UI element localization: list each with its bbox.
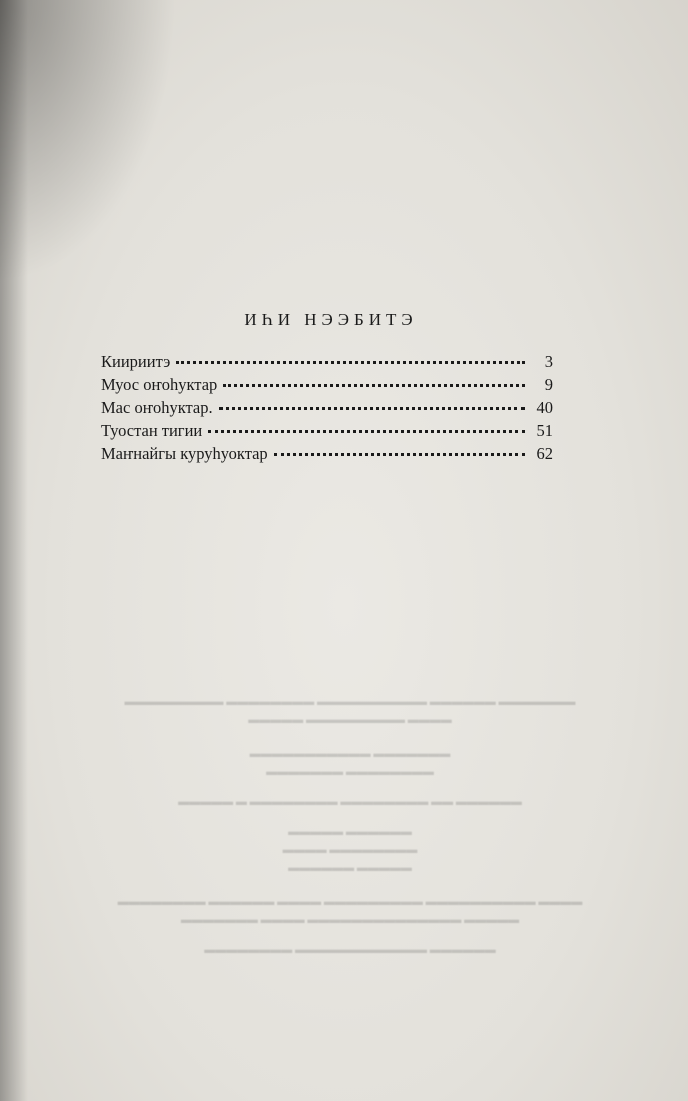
table-of-contents: [101, 310, 553, 467]
toc-entry: [101, 375, 553, 398]
toc-title: ИҺИ НЭЭБИТЭ: [244, 310, 418, 329]
toc-entry-page: 9: [544, 375, 553, 394]
toc-entry: [101, 444, 553, 467]
toc-dot-leader: [208, 430, 525, 433]
show-through-text: ▬▬▬▬▬▬▬ ▬▬▬▬▬▬ ▬▬▬▬▬▬▬▬▬▬ ▬▬▬▬▬▬▬▬ ▬▬▬▬▬▬▬▬▬ ▬▬▬▬ ▬▬▬▬▬▬▬▬▬ ▬▬▬▬▬ ▬▬▬▬▬▬▬ ▬▬▬▬▬▬▬▬▬▬▬ ▬▬▬▬▬▬▬▬ ▬▬▬▬▬▬▬ ▬▬▬▬▬▬ ▬▬ ▬▬▬▬▬▬▬▬ ▬▬▬▬▬▬▬▬ ▬ ▬▬▬▬▬ ▬▬▬▬▬▬ ▬▬▬▬▬ ▬▬▬▬▬▬▬▬ ▬▬▬▬ ▬▬▬▬▬ ▬▬▬▬▬▬ ▬▬▬▬ ▬▬▬▬▬▬▬▬▬▬ ▬▬▬▬▬▬▬▬▬ ▬▬▬▬ ▬▬▬▬▬▬ ▬▬▬▬▬▬▬▬ ▬▬▬▬▬ ▬▬▬▬▬▬▬▬▬▬▬▬▬▬ ▬▬▬▬ ▬▬▬▬▬▬▬ ▬▬▬▬▬▬ ▬▬▬▬▬▬▬▬▬▬▬▬ ▬▬▬▬▬▬▬▬: [117, 696, 583, 956]
toc-entry-label: Туостан тигии: [101, 421, 203, 440]
toc-dot-leader: [219, 407, 525, 410]
toc-entry: [101, 398, 553, 421]
toc-entry: [101, 421, 553, 444]
toc-entry-label: Маҥнайгы куруһуоктар: [101, 444, 268, 463]
toc-entry: [101, 352, 553, 375]
toc-entry-page: 62: [536, 444, 553, 463]
toc-entry-page: 51: [536, 421, 553, 440]
toc-entry-page: 3: [544, 352, 553, 371]
page-edge-shadow: [0, 0, 28, 1101]
toc-entry-page: 40: [536, 398, 553, 417]
toc-entry-label: Киириитэ: [101, 352, 171, 371]
toc-entry-label: Муос оҥоһуктар: [101, 375, 218, 394]
toc-dot-leader: [176, 361, 525, 364]
toc-dot-leader: [223, 384, 525, 387]
toc-entry-label: Мас оҥоһуктар.: [101, 398, 213, 417]
toc-list: [101, 352, 553, 467]
toc-dot-leader: [274, 453, 525, 456]
